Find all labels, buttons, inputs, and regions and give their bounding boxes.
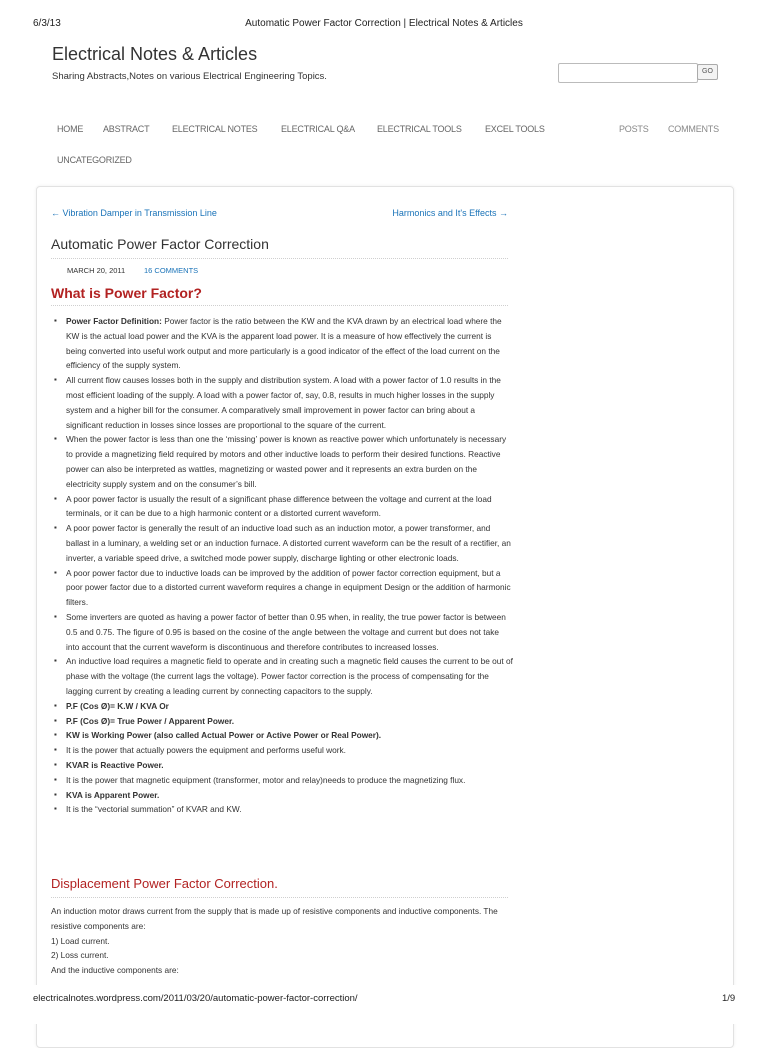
bullet-text: It is the “vectorial summation” of KVAR and KW. — [66, 804, 242, 815]
bullet-item — [51, 788, 513, 803]
bullet-text: A poor power factor is generally the result of an inductive load such as an induction motor, a power transformer, and ballast in a luminary, a welding set or an induction furnace. A distorted current waveform can be the result of a rectifier, an inverter, a variable speed drive, a switched mode power supply, discharge lighting or other electronic loads. — [66, 523, 511, 563]
bullet-item — [51, 773, 513, 788]
bullet-item — [51, 758, 513, 773]
bullet-marker: ▪ — [54, 656, 57, 666]
bullet-text: When the power factor is less than one the ‘missing’ power is known as reactive power which unfortunately is necessary to provide a magnetizing field required by motors and other inductive loads to perform their desired functions. Reactive power can also be interpreted as wattles, magnetizing or wasted power and it represents an extra burden on the electricity supply system and on the consumer’s bill. — [66, 434, 507, 489]
nav-electrical-notes[interactable]: ELECTRICAL NOTES — [172, 124, 258, 134]
bullet-marker: ▪ — [54, 745, 57, 755]
nav-excel-tools[interactable]: EXCEL TOOLS — [485, 124, 545, 134]
paragraph-loss-current: 2) Loss current. — [51, 950, 109, 960]
bullet-text: A poor power factor is usually the result of a significant phase difference between the voltage and current at the load terminals, or it can be due to a high harmonic content or a distorted current waveform. — [66, 493, 492, 519]
bullet-item — [51, 432, 513, 491]
site-title[interactable]: Electrical Notes & Articles — [52, 44, 258, 64]
footer-page-number: 1/9 — [722, 993, 736, 1004]
bullet-item — [51, 802, 513, 817]
section-heading-power-factor: What is Power Factor? — [51, 285, 202, 301]
site-tagline: Sharing Abstracts,Notes on various Electrical Engineering Topics. — [52, 71, 327, 82]
bullet-bold-text: KVA is Apparent Power. — [66, 789, 160, 800]
search-input[interactable] — [558, 63, 698, 83]
footer-band — [0, 985, 768, 1024]
nav-abstract[interactable]: ABSTRACT — [103, 124, 150, 134]
bullet-marker: ▪ — [54, 611, 57, 621]
nav-uncategorized[interactable]: UNCATEGORIZED — [57, 155, 132, 165]
nav-electrical-qa[interactable]: ELECTRICAL Q&A — [281, 124, 355, 134]
bullet-item — [51, 314, 513, 373]
nav-electrical-tools[interactable]: ELECTRICAL TOOLS — [377, 124, 462, 134]
bullet-marker: ▪ — [54, 804, 57, 814]
bullet-text: An inductive load requires a magnetic field to operate and in creating such a magnetic field causes the current to be out of phase with the voltage (the current lags the voltage). Power factor correction is the process of compensating for the lagging current by creating a leading current by connecting capacitors to the supply. — [66, 656, 513, 696]
section-divider — [51, 305, 508, 306]
footer-url: electricalnotes.wordpress.com/2011/03/20/automatic-power-factor-correction/ — [33, 993, 358, 1004]
previous-post-link[interactable]: ← Vibration Damper in Transmission Line — [51, 208, 217, 218]
next-post-link[interactable]: Harmonics and It's Effects → — [392, 208, 508, 218]
section-divider-2 — [51, 897, 508, 898]
bullet-marker: ▪ — [54, 523, 57, 533]
go-button[interactable]: GO — [697, 64, 718, 80]
post-date: MARCH 20, 2011 — [67, 266, 126, 275]
bullet-item — [51, 610, 513, 654]
bullet-marker: ▪ — [54, 316, 57, 325]
bullet-marker: ▪ — [54, 730, 57, 740]
nav-comments[interactable]: COMMENTS — [668, 124, 719, 134]
bullet-item — [51, 373, 513, 432]
bullet-list — [51, 314, 513, 817]
post-title: Automatic Power Factor Correction — [51, 236, 269, 252]
bullet-item — [51, 714, 513, 729]
bullet-bold-text: KVAR is Reactive Power. — [66, 759, 164, 770]
bullet-marker: ▪ — [54, 715, 57, 725]
paragraph-load-current: 1) Load current. — [51, 936, 110, 946]
bullet-item — [51, 654, 513, 698]
bullet-item — [51, 521, 513, 565]
bullet-marker: ▪ — [54, 789, 57, 799]
bullet-item — [51, 492, 513, 522]
bullet-marker: ▪ — [54, 774, 57, 784]
bullet-bold-text: KW is Working Power (also called Actual Power or Active Power or Real Power). — [66, 730, 382, 741]
bullet-marker: ▪ — [54, 567, 57, 577]
bullet-item — [51, 566, 513, 610]
nav-home[interactable]: HOME — [57, 124, 84, 134]
print-title: Automatic Power Factor Correction | Electrical Notes & Articles — [245, 18, 523, 29]
bullet-text: Some inverters are quoted as having a power factor of better than 0.95 when, in reality, the true power factor is between 0.5 and 0.75. The figure of 0.95 is based on the cosine of the angle between the voltage and current but does not take into account that the current waveform is discontinuous and therefore contributes to increased losses. — [66, 611, 506, 652]
bullet-bold-text: Power Factor Definition: — [66, 316, 162, 326]
bullet-bold-text: P.F (Cos Ø)= True Power / Apparent Power. — [66, 715, 235, 726]
title-divider — [51, 258, 508, 259]
bullet-marker: ▪ — [54, 493, 57, 503]
bullet-item — [51, 699, 513, 714]
bullet-marker: ▪ — [54, 759, 57, 769]
bullet-text: All current flow causes losses both in the supply and distribution system. A load with a power factor of 1.0 results in the most efficient loading of the supply. A load with a power factor of, say, 0.8, results in much higher losses in the supply system and a higher bill for the consumer. A comparatively small improvement in power factor can bring about a significant reduction in losses since losses are proportional to the square of the current. — [66, 375, 501, 430]
paragraph-intro: An induction motor draws current from the supply that is made up of resistive components and inductive components. The resistive components are: — [51, 906, 498, 931]
bullet-text: It is the power that magnetic equipment (transformer, motor and relay)needs to produce the magnetizing flux. — [66, 774, 466, 785]
nav-posts[interactable]: POSTS — [619, 124, 649, 134]
comments-link[interactable]: 16 COMMENTS — [144, 266, 199, 275]
bullet-bold-text: P.F (Cos Ø)= K.W / KVA Or — [66, 700, 169, 711]
bullet-marker: ▪ — [54, 375, 57, 385]
bullet-text: Power factor is the ratio between the KW and the KVA drawn by an electrical load where the KW is the actual load power and the KVA is the apparent load power. It is a measure of how effectively the current is being converted into useful work output and more particularly is a good indicator of the effect of the load current on the efficiency of the supply system. — [66, 316, 502, 371]
bullet-text: It is the power that actually powers the equipment and performs useful work. — [66, 745, 346, 756]
bullet-item — [51, 728, 513, 743]
section-heading-displacement: Displacement Power Factor Correction. — [51, 876, 278, 891]
bullet-marker: ▪ — [54, 700, 57, 710]
bullet-marker: ▪ — [54, 434, 57, 444]
bullet-item — [51, 743, 513, 758]
bullet-text: A poor power factor due to inductive loads can be improved by the addition of power factor correction equipment, but a poor power factor due to a distorted current waveform requires a change in equipment Design or the addition of harmonic filters. — [66, 567, 511, 608]
print-date: 6/3/13 — [33, 18, 61, 29]
paragraph-inductive: And the inductive components are: — [51, 965, 179, 975]
